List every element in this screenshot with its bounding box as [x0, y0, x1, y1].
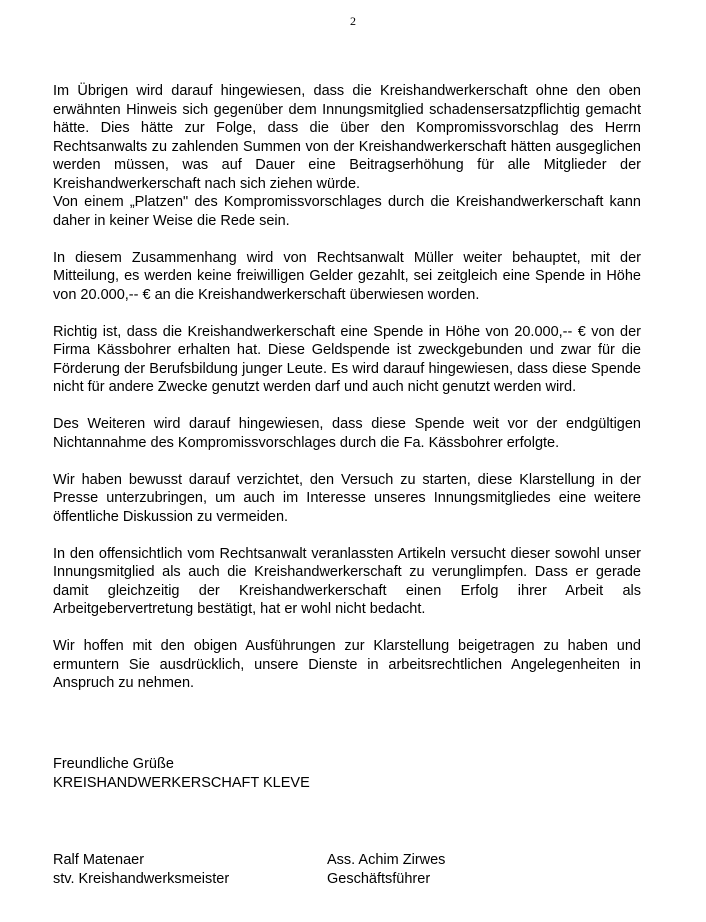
paragraph-kompromiss: Von einem „Platzen" des Kompromissvorschlages durch die Kreishandwerkerschaft kann daher in keiner Weise die Rede sein.	[53, 194, 641, 229]
paragraph-artikel: In den offensichtlich vom Rechtsanwalt veranlassten Artikeln versucht dieser sowohl unser Innungsmitglied als auch die Kreishandwerkerschaft zu verunglimpfen. Dass er gerade damit gleichzeitig der Kreishandwerkerschaft einen Erfolg ihrer Arbeit als Arbeitgebervertretung bestätigt, hat er wohl nicht bedacht.	[53, 545, 641, 617]
paragraph-spende: Richtig ist, dass die Kreishandwerkerschaft eine Spende in Höhe von 20.000,-- € von der Firma Kässbohrer erhalten hat. Diese Geldspende ist zweckgebunden und zwar für die Förderung der Berufsbildung junger Leute. Es wird darauf hingewiesen, dass diese Spende nicht für andere Zwecke genutzt werden darf und auch nicht genutzt werden wird.	[53, 323, 641, 395]
signature-left	[53, 851, 229, 888]
signature-block	[53, 851, 653, 891]
closing-block	[53, 755, 641, 792]
closing-greeting: Freundliche Grüße	[53, 756, 174, 772]
signature-right	[327, 851, 445, 888]
paragraph-zeitpunkt: Des Weiteren wird darauf hingewiesen, dass diese Spende weit vor der endgültigen Nichtannahme des Kompromissvorschlages durch die Fa. Kässbohrer erfolgte.	[53, 416, 641, 451]
paragraph-presse: Wir haben bewusst darauf verzichtet, den Versuch zu starten, diese Klarstellung in der Presse unterzubringen, um auch im Interesse unseres Innungsmitgliedes eine weitere öffentliche Diskussion zu vermeiden.	[53, 471, 641, 525]
page-number: 2	[350, 14, 356, 28]
paragraph-schadensersatz: Im Übrigen wird darauf hingewiesen, dass die Kreishandwerkerschaft ohne den oben erwähnten Hinweis sich gegenüber dem Innungsmitglied schadensersatzpflichtig gemacht hätte. Dies hätte zur Folge, dass die über den Kompromissvorschlag des Herrn Rechtsanwalts zu zahlenden Summen von der Kreishandwerkerschaft hätten ausgeglichen werden müssen, was auf Dauer eine Beitragserhöhung für alle Mitglieder der Kreishandwerkerschaft nach sich ziehen würde.	[53, 83, 641, 192]
signature-left-title: stv. Kreishandwerksmeister	[53, 870, 230, 887]
signature-right-title: Geschäftsführer	[327, 870, 431, 887]
letter-body	[53, 82, 641, 711]
signature-left-name: Ralf Matenaer	[53, 852, 145, 868]
paragraph-schluss: Wir hoffen mit den obigen Ausführungen zur Klarstellung beigetragen zu haben und ermuntern Sie ausdrücklich, unsere Dienste in arbeitsrechtlichen Angelegenheiten in Anspruch zu nehmen.	[53, 638, 641, 691]
paragraph-behauptung: In diesem Zusammenhang wird von Rechtsanwalt Müller weiter behauptet, mit der Mitteilung, es werden keine freiwilligen Gelder gezahlt, sei zeitgleich eine Spende in Höhe von 20.000,-- € an die Kreishandwerkerschaft überwiesen worden.	[53, 249, 641, 303]
closing-organization: KREISHANDWERKERSCHAFT KLEVE	[53, 774, 310, 791]
signature-right-name: Ass. Achim Zirwes	[327, 852, 446, 868]
